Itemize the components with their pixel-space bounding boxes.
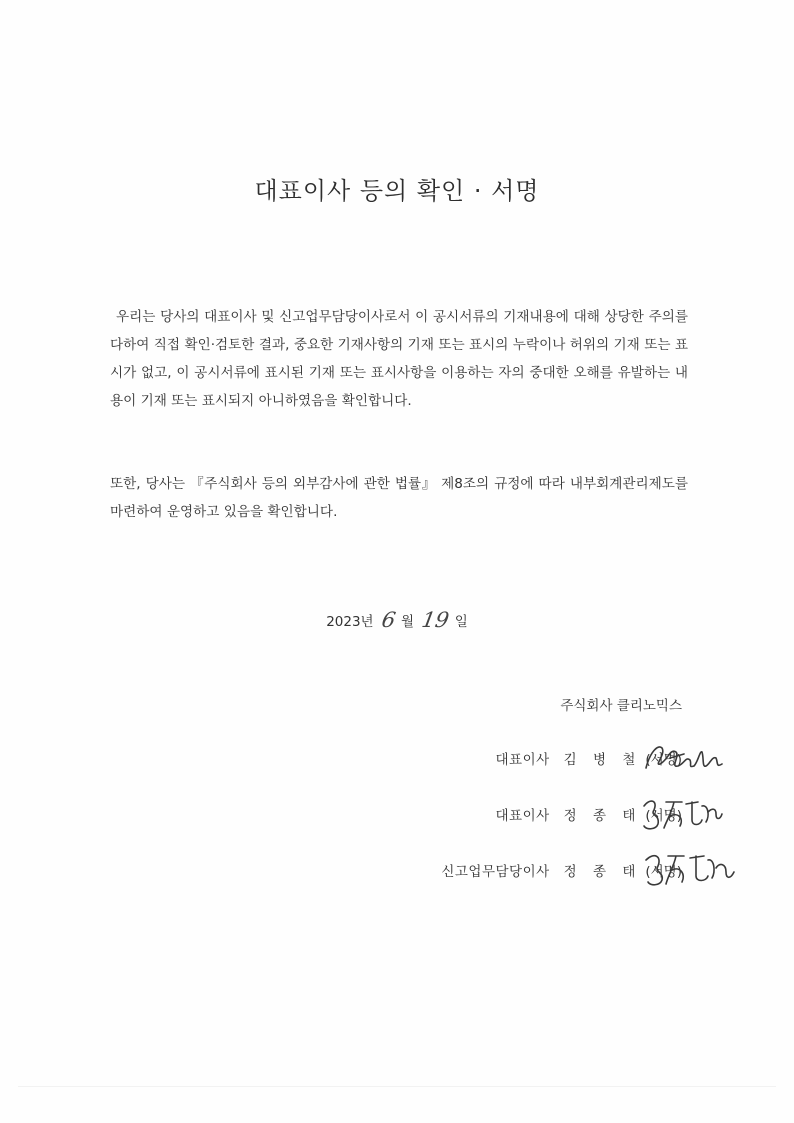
date-day: 19 — [419, 608, 451, 632]
signer-role: 대표이사 — [495, 752, 550, 768]
date-month-unit: 월 — [400, 614, 415, 630]
internal-control-paragraph: 또한, 당사는 『주식회사 등의 외부감사에 관한 법률』 제8조의 규정에 따라 내부회계관리제도를 마련하여 운영하고 있음을 확인합니다. — [110, 476, 688, 520]
signer-name: 정 종 태 — [563, 864, 642, 880]
handwritten-signature-3 — [640, 846, 740, 892]
handwritten-signature-2 — [636, 790, 728, 836]
confirmation-paragraph: 우리는 당사의 대표이사 및 신고업무담당이사로서 이 공시서류의 기재내용에 대해 상당한 주의를 다하여 직접 확인·검토한 결과, 중요한 기재사항의 기재 또는 표시의 누락이나 허위의 기재 또는 표시가 없고, 이 공시서류에 표시된 기재 또는 표시사항을 이용하는 자의 중대한 오해를 유발하는 내용이 기재 또는 표시되지 아니하였음을 확인합니다. — [110, 309, 688, 409]
page-bottom-divider — [18, 1086, 776, 1087]
date-month: 6 — [379, 608, 398, 632]
date-day-unit: 일 — [454, 614, 468, 630]
signer-role: 신고업무담당이사 — [441, 864, 550, 880]
date-year-unit: 년 — [360, 614, 374, 630]
signer-name: 김 병 철 — [563, 752, 642, 768]
signer-seal-label: (서명) — [645, 864, 682, 880]
signer-name: 정 종 태 — [563, 808, 642, 824]
company-name: 주식회사 클리노믹스 — [560, 698, 682, 714]
signer-seal-label: (서명) — [645, 752, 682, 768]
signing-date — [0, 608, 794, 632]
handwritten-signature-1 — [640, 738, 730, 778]
page-title: 대표이사 등의 확인 · 서명 — [254, 177, 540, 205]
signer-seal-label: (서명) — [645, 808, 682, 824]
date-year: 2023 — [326, 614, 361, 630]
signer-role: 대표이사 — [495, 808, 550, 824]
